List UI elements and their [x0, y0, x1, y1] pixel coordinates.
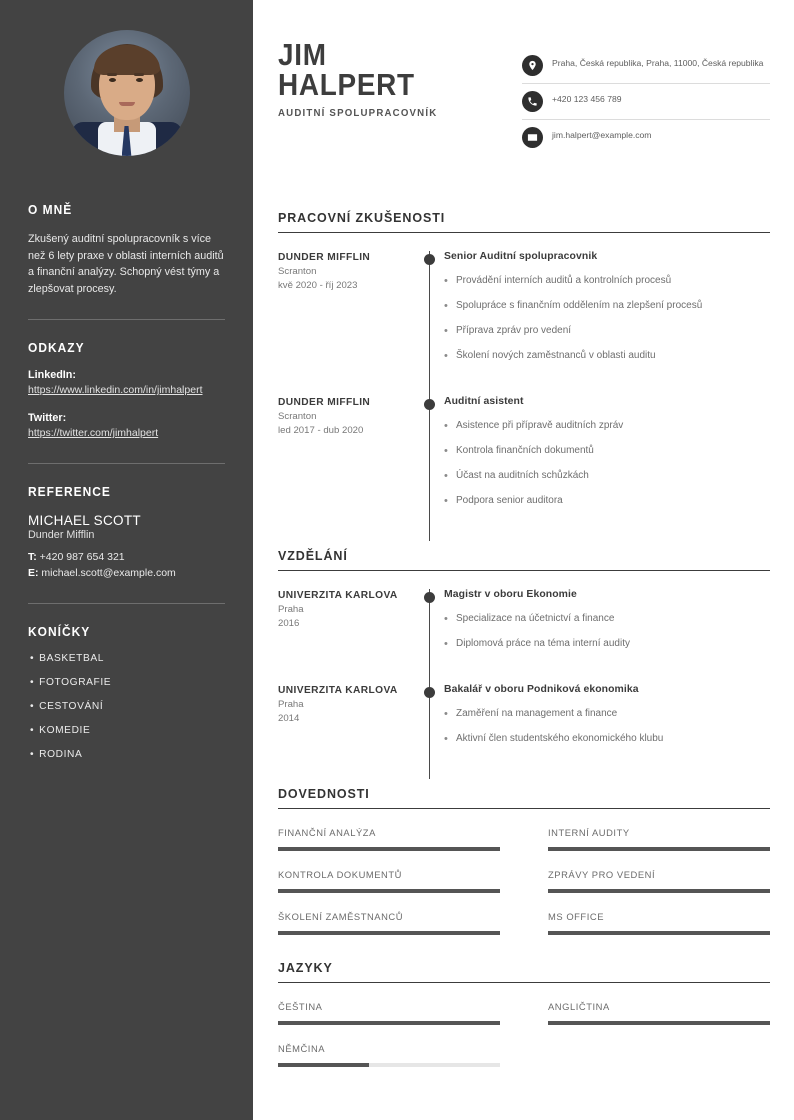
- skills-grid: [278, 827, 770, 953]
- organization: DUNDER MIFFLIN: [278, 252, 371, 263]
- bullet-icon: •: [30, 701, 35, 713]
- avatar-eye-right: [136, 78, 143, 82]
- avatar-hair-front: [94, 45, 160, 75]
- list-item: [444, 349, 770, 363]
- location-pin-icon: [522, 55, 543, 76]
- skill-item: [548, 911, 770, 953]
- language-item: [278, 1043, 500, 1085]
- skill-label: INTERNÍ AUDITY: [548, 827, 630, 838]
- bullet-icon: •: [444, 350, 448, 362]
- language-progress-track: [278, 1063, 500, 1067]
- entry-body: [444, 589, 770, 684]
- link-item-twitter: [28, 412, 225, 441]
- languages-section: [278, 961, 770, 1085]
- bullet-text: Kontrola finančních dokumentů: [456, 445, 594, 456]
- skills-section: [278, 787, 770, 953]
- hobby-label: FOTOGRAFIE: [39, 677, 112, 689]
- avatar-mouth: [119, 102, 135, 106]
- reference-phone-row: [28, 550, 225, 566]
- skill-label: FINANČNÍ ANALÝZA: [278, 827, 376, 838]
- list-item: [28, 725, 225, 736]
- timeline-dot-icon: [424, 687, 435, 698]
- timeline-line: [429, 251, 430, 396]
- date-range: kvě 2020 - říj 2023: [278, 280, 358, 291]
- list-item: [444, 707, 770, 721]
- hobbies-heading: KONÍČKY: [28, 624, 91, 640]
- degree-title: Bakalář v oboru Podniková ekonomika: [444, 684, 639, 695]
- skill-progress-fill: [278, 847, 500, 851]
- contact-email: jim.halpert@example.com: [552, 130, 652, 140]
- skill-label: ZPRÁVY PRO VEDENÍ: [548, 869, 656, 880]
- hobby-label: CESTOVÁNÍ: [39, 701, 104, 713]
- divider: [28, 603, 225, 604]
- hobby-label: BASKETBAL: [39, 653, 105, 665]
- list-item: [444, 444, 770, 458]
- degree-title: Magistr v oboru Ekonomie: [444, 589, 577, 600]
- date-range: 2016: [278, 618, 300, 629]
- bullet-text: Příprava zpráv pro vedení: [456, 325, 572, 336]
- bullet-icon: •: [444, 275, 448, 287]
- contact-address: Praha, Česká republika, Praha, 11000, Česká republika: [552, 58, 764, 68]
- bullet-text: Podpora senior auditora: [456, 495, 563, 506]
- bullet-icon: •: [30, 653, 35, 665]
- timeline-marker: [418, 396, 444, 541]
- envelope-icon: [522, 127, 543, 148]
- list-item: [444, 732, 770, 746]
- divider: [28, 319, 225, 320]
- bullet-icon: •: [444, 495, 448, 507]
- reference-heading: REFERENCE: [28, 484, 111, 500]
- education-entry: [278, 589, 770, 684]
- avatar-brow-right: [134, 73, 144, 76]
- skill-progress-track: [548, 931, 770, 935]
- bullet-icon: •: [444, 708, 448, 720]
- organization: UNIVERZITA KARLOVA: [278, 685, 398, 696]
- avatar-eye-left: [109, 78, 116, 82]
- entry-meta: [278, 251, 418, 396]
- bullet-icon: •: [30, 677, 35, 689]
- skill-label: MS OFFICE: [548, 911, 604, 922]
- skill-item: [278, 827, 500, 869]
- location: Praha: [278, 698, 304, 710]
- entry-body: [444, 251, 770, 396]
- entry-body: [444, 396, 770, 541]
- avatar-wrapper: [28, 30, 225, 156]
- location: Scranton: [278, 410, 317, 422]
- avatar: [64, 30, 190, 156]
- contact-phone: +420 123 456 789: [552, 94, 622, 104]
- skill-progress-track: [278, 931, 500, 935]
- entry-meta: [278, 396, 418, 541]
- bullet-icon: •: [30, 725, 35, 737]
- languages-grid: [278, 1001, 770, 1085]
- timeline-line: [429, 684, 430, 779]
- skill-progress-track: [548, 847, 770, 851]
- hobby-label: KOMEDIE: [39, 725, 91, 737]
- resume-header: [278, 37, 770, 155]
- list-item: [444, 637, 770, 651]
- skill-label: ŠKOLENÍ ZAMĚSTNANCŮ: [278, 911, 404, 922]
- bullet-icon: •: [444, 733, 448, 745]
- link-label: LinkedIn:: [28, 369, 76, 382]
- list-item: [444, 612, 770, 626]
- skill-progress-track: [278, 889, 500, 893]
- list-item: [444, 469, 770, 483]
- list-item: [444, 419, 770, 433]
- contact-row-email: [522, 120, 770, 155]
- education-heading: VZDĚLÁNÍ: [278, 549, 770, 571]
- language-item: [278, 1001, 500, 1043]
- list-item: [28, 749, 225, 760]
- language-label: ČEŠTINA: [278, 1001, 323, 1012]
- timeline-marker: [418, 251, 444, 396]
- experience-heading: PRACOVNÍ ZKUŠENOSTI: [278, 211, 770, 233]
- bullet-text: Provádění interních auditů a kontrolních procesů: [456, 275, 672, 286]
- reference-email: michael.scott@example.com: [41, 566, 176, 579]
- timeline-marker: [418, 589, 444, 684]
- reference-email-label: E:: [28, 566, 39, 579]
- skill-label: KONTROLA DOKUMENTŮ: [278, 869, 402, 880]
- date-range: 2014: [278, 713, 300, 724]
- timeline-dot-icon: [424, 592, 435, 603]
- bullet-icon: •: [30, 749, 35, 761]
- skill-progress-track: [548, 889, 770, 893]
- links-section: [28, 340, 225, 441]
- bullet-text: Asistence při přípravě auditních zpráv: [456, 420, 624, 431]
- list-item: [28, 677, 225, 688]
- main-content: [253, 0, 794, 1120]
- bullet-text: Školení nových zaměstnanců v oblasti auditu: [456, 350, 656, 361]
- bullet-icon: •: [444, 300, 448, 312]
- bullet-icon: •: [444, 613, 448, 625]
- list-item: [444, 274, 770, 288]
- divider: [28, 463, 225, 464]
- location: Scranton: [278, 265, 317, 277]
- contact-row-address: [522, 48, 770, 84]
- skill-progress-fill: [548, 931, 770, 935]
- hobbies-section: [28, 624, 225, 760]
- contact-row-phone: [522, 84, 770, 120]
- skill-progress-track: [278, 847, 500, 851]
- link-item-linkedin: [28, 369, 225, 398]
- bullet-icon: •: [444, 445, 448, 457]
- skill-progress-fill: [548, 847, 770, 851]
- contact-list: [522, 40, 770, 155]
- timeline-dot-icon: [424, 254, 435, 265]
- reference-phone-label: T:: [28, 551, 37, 564]
- list-item: [28, 701, 225, 712]
- skill-item: [548, 869, 770, 911]
- bullet-text: Účast na auditních schůzkách: [456, 470, 589, 481]
- about-section: [28, 202, 225, 297]
- languages-heading: JAZYKY: [278, 961, 770, 983]
- organization: UNIVERZITA KARLOVA: [278, 590, 398, 601]
- entry-meta: [278, 589, 418, 684]
- role-title: Auditní asistent: [444, 396, 524, 407]
- job-title: AUDITNÍ SPOLUPRACOVNÍK: [278, 107, 438, 119]
- reference-section: [28, 484, 225, 581]
- link-label: Twitter:: [28, 412, 67, 425]
- identity-block: [278, 37, 451, 119]
- skills-heading: DOVEDNOSTI: [278, 787, 770, 809]
- list-item: [444, 494, 770, 508]
- links-heading: ODKAZY: [28, 340, 85, 356]
- phone-icon: [522, 91, 543, 112]
- page-title-first-name: JIM: [278, 37, 327, 72]
- language-progress-track: [548, 1021, 770, 1025]
- bullet-icon: •: [444, 470, 448, 482]
- list-item: [444, 299, 770, 313]
- timeline-line: [429, 589, 430, 684]
- entry-body: [444, 684, 770, 779]
- about-heading: O MNĚ: [28, 202, 73, 217]
- bullet-icon: •: [444, 325, 448, 337]
- language-progress-track: [278, 1021, 500, 1025]
- bullet-icon: •: [444, 420, 448, 432]
- education-section: [278, 549, 770, 779]
- role-title: Senior Auditní spolupracovnik: [444, 251, 598, 262]
- sidebar: [0, 0, 253, 1120]
- language-progress-fill: [278, 1063, 369, 1067]
- bullet-text: Diplomová práce na téma interní audity: [456, 638, 630, 649]
- link-url-linkedin[interactable]: https://www.linkedin.com/in/jimhalpert: [28, 384, 203, 397]
- skill-progress-fill: [278, 931, 500, 935]
- language-progress-fill: [548, 1021, 770, 1025]
- entry-meta: [278, 684, 418, 779]
- language-label: NĚMČINA: [278, 1043, 326, 1054]
- bullet-text: Specializace na účetnictví a finance: [456, 613, 615, 624]
- list-item: [444, 324, 770, 338]
- skill-progress-fill: [278, 889, 500, 893]
- reference-phone: +420 987 654 321: [39, 551, 125, 564]
- language-progress-fill: [278, 1021, 500, 1025]
- timeline-line: [429, 396, 430, 541]
- location: Praha: [278, 603, 304, 615]
- link-url-twitter[interactable]: https://twitter.com/jimhalpert: [28, 427, 159, 440]
- skill-progress-fill: [548, 889, 770, 893]
- skill-item: [548, 827, 770, 869]
- bullet-text: Zaměření na management a finance: [456, 708, 618, 719]
- language-item: [548, 1001, 770, 1043]
- avatar-brow-left: [107, 73, 117, 76]
- experience-section: [278, 211, 770, 541]
- list-item: [28, 653, 225, 664]
- bullet-text: Spolupráce s finančním oddělením na zlepšení procesů: [456, 300, 703, 311]
- reference-name: MICHAEL SCOTT: [28, 513, 141, 529]
- experience-entry: [278, 251, 770, 396]
- hobby-label: RODINA: [39, 749, 83, 761]
- page-title-last-name: HALPERT: [278, 67, 415, 102]
- reference-company: Dunder Mifflin: [28, 529, 95, 542]
- language-label: ANGLIČTINA: [548, 1001, 610, 1012]
- organization: DUNDER MIFFLIN: [278, 397, 371, 408]
- education-entry: [278, 684, 770, 779]
- experience-entry: [278, 396, 770, 541]
- skill-item: [278, 869, 500, 911]
- bullet-icon: •: [444, 638, 448, 650]
- reference-email-row: [28, 566, 225, 582]
- about-text: Zkušený auditní spolupracovník s více než 6 lety praxe v oblasti interních auditů a finanční analýzy. Schopný vést týmy a zlepšovat procesy.: [28, 233, 224, 295]
- timeline-marker: [418, 684, 444, 779]
- bullet-text: Aktivní člen studentského ekonomického klubu: [456, 733, 664, 744]
- date-range: led 2017 - dub 2020: [278, 425, 364, 436]
- timeline-dot-icon: [424, 399, 435, 410]
- skill-item: [278, 911, 500, 953]
